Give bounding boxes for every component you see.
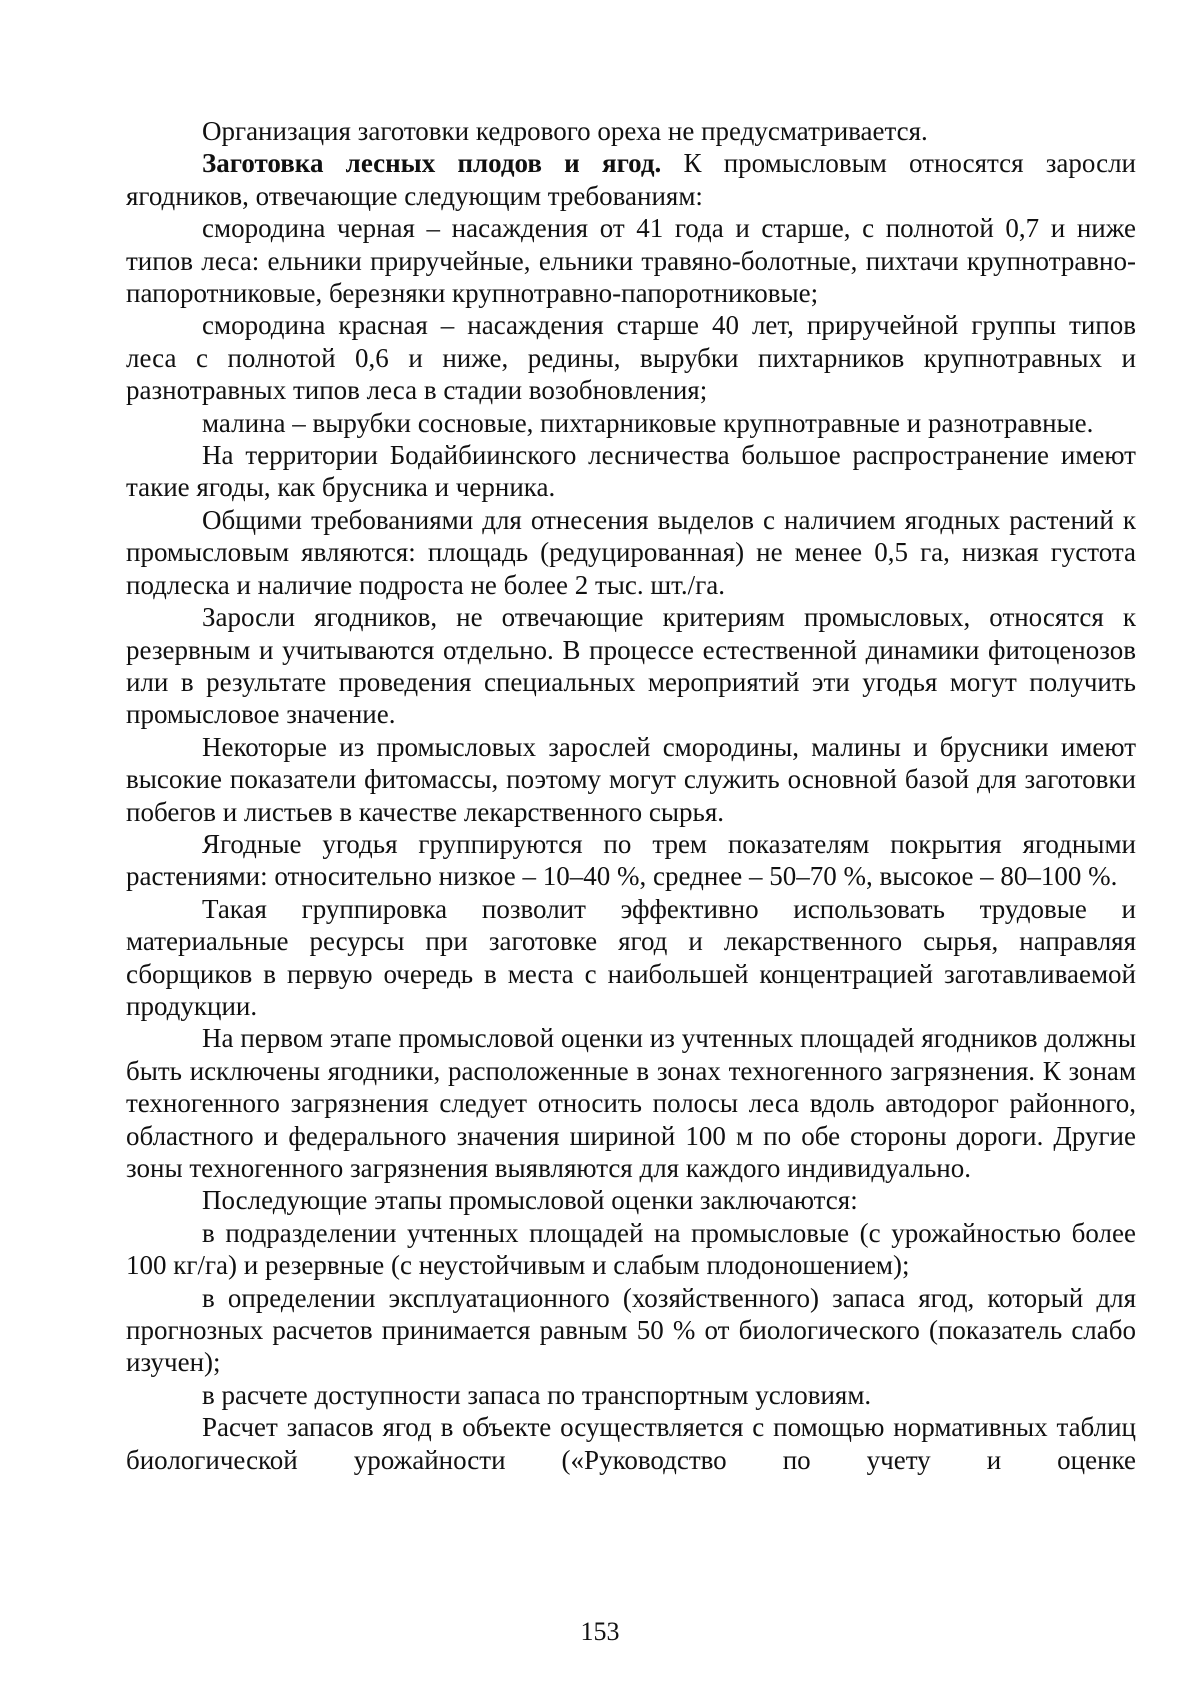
paragraph-1: Организация заготовки кедрового ореха не предусматривается.: [202, 116, 928, 146]
paragraph-3: смородина черная – насаждения от 41 года и старше, с полнотой 0,7 и ниже типов леса: ельники приручейные, ельники травяно-болотные, пихтачи крупнотравно-папоротниковые, березняки крупнотравно-папоротниковые;: [126, 213, 1136, 309]
paragraph-14: в подразделении учтенных площадей на промысловые (с урожайностью более 100 кг/га) и резервные (с неустойчивым и слабым плодоношением);: [126, 1217, 1136, 1281]
paragraph-7: Общими требованиями для отнесения выделов с наличием ягодных растений к промысловым являются: площадь (редуцированная) не менее 0,5 га, низкая густота подлеска и наличие подроста не более 2 тыс. шт./га.: [126, 504, 1136, 600]
page-number: 153: [580, 1617, 620, 1646]
paragraph-17: Расчет запасов ягод в объекте осуществляется с помощью нормативных таблиц биологической урожайности («Руководство по учету и оценке: [126, 1412, 1136, 1475]
paragraph-10: Ягодные угодья группируются по трем показателям покрытия ягодными растениями: относительно низкое – 10–40 %, среднее – 50–70 %, высокое – 80–100 %.: [126, 828, 1136, 892]
paragraph-4: смородина красная – насаждения старше 40 лет, приручейной группы типов леса с полнотой 0,6 и ниже, редины, вырубки пихтарников крупнотравных и разнотравных типов леса в стадии возобновления;: [126, 310, 1136, 406]
section-heading: Заготовка лесных плодов и ягод.: [202, 148, 662, 179]
document-body: [126, 115, 1136, 1476]
paragraph-12: На первом этапе промысловой оценки из учтенных площадей ягодников должны быть исключены ягодники, расположенные в зонах техногенного загрязнения. К зонам техногенного загрязнения следует относить полосы леса вдоль автодорог районного, областного и федерального значения шириной 100 м по обе стороны дороги. Другие зоны техногенного загрязнения выявляются для каждого индивидуально.: [126, 1023, 1136, 1183]
paragraph-8: Заросли ягодников, не отвечающие критериям промысловых, относятся к резервным и учитываются отдельно. В процессе естественной динамики фитоценозов или в результате проведения специальных мероприятий эти угодья могут получить промысловое значение.: [126, 602, 1136, 730]
paragraph-9: Некоторые из промысловых зарослей смородины, малины и брусники имеют высокие показатели фитомассы, поэтому могут служить основной базой для заготовки побегов и листьев в качестве лекарственного сырья.: [126, 731, 1136, 827]
paragraph-13: Последующие этапы промысловой оценки заключаются:: [202, 1185, 858, 1216]
paragraph-5: малина – вырубки сосновые, пихтарниковые крупнотравные и разнотравные.: [202, 407, 1094, 438]
paragraph-2: Заготовка лесных плодов и ягод. К промысловым относятся заросли ягодников, отвечающие следующим требованиям:: [126, 148, 1136, 211]
paragraph-11: Такая группировка позволит эффективно использовать трудовые и материальные ресурсы при заготовке ягод и лекарственного сырья, направляя сборщиков в первую очередь в места с наибольшей концентрацией заготавливаемой продукции.: [126, 893, 1136, 1021]
paragraph-15: в определении эксплуатационного (хозяйственного) запаса ягод, который для прогнозных расчетов принимается равным 50 % от биологического (показатель слабо изучен);: [126, 1282, 1136, 1378]
paragraph-6: На территории Бодайбиинского лесничества большое распространение имеют такие ягоды, как брусника и черника.: [126, 440, 1136, 503]
paragraph-16: в расчете доступности запаса по транспортным условиям.: [202, 1379, 872, 1410]
